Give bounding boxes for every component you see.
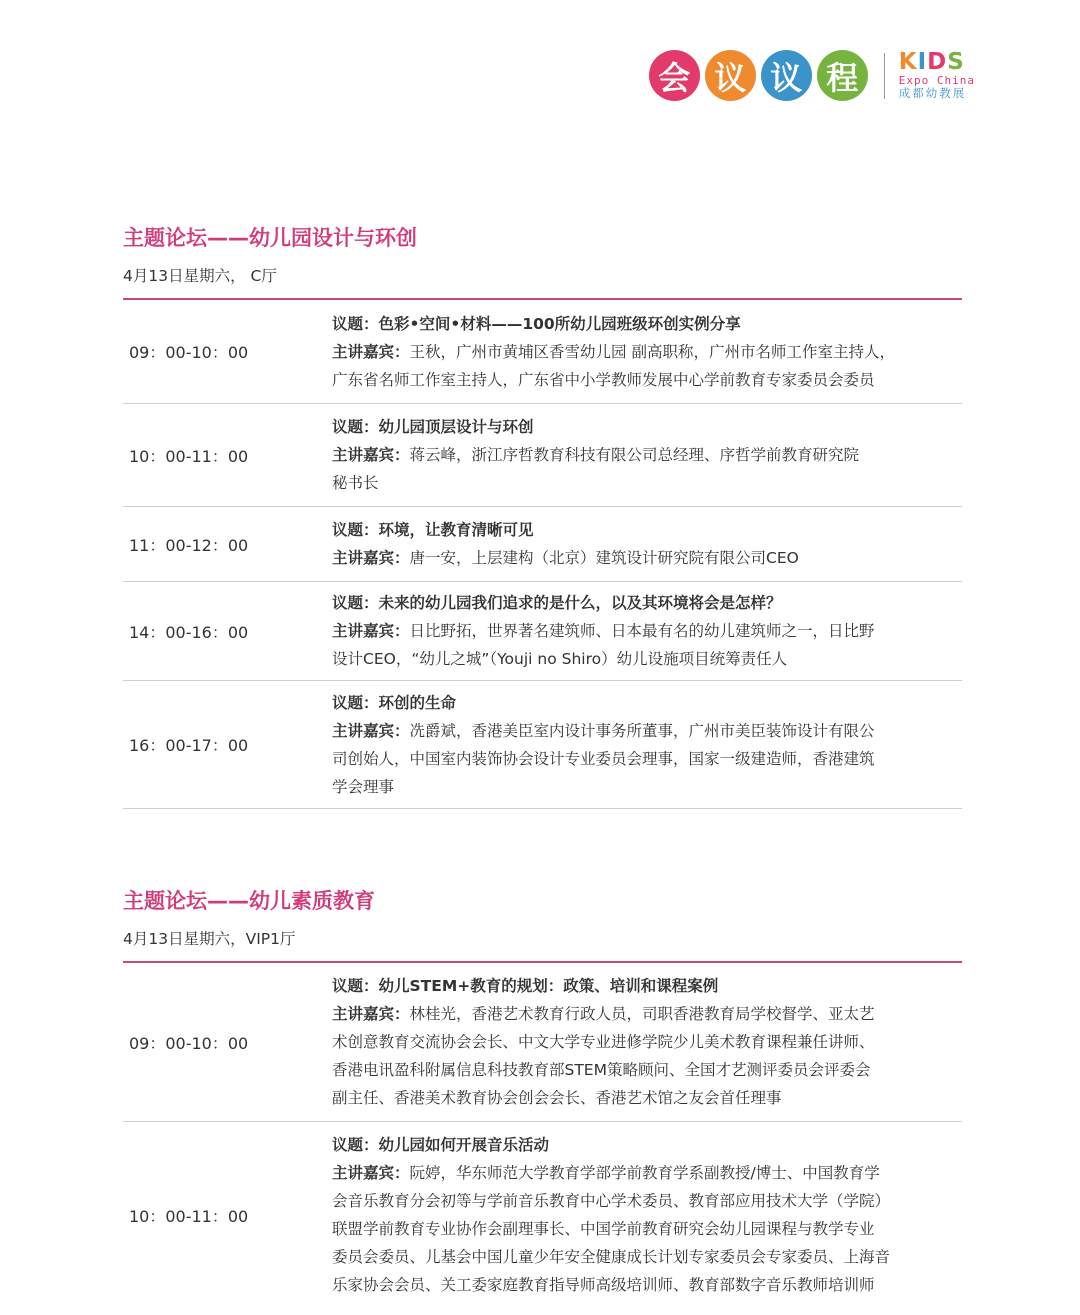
- section-date-venue: 4月13日星期六， C厅: [123, 267, 277, 285]
- agenda-circle-hui: 会: [649, 50, 700, 101]
- session-content: [332, 1131, 962, 1299]
- session-time: 11：00-12：00: [129, 535, 249, 555]
- logo-kids-wordmark: KIDS: [898, 49, 965, 76]
- agenda-title-circles: [649, 50, 868, 101]
- agenda-row: [123, 300, 962, 404]
- session-topic: 议题：幼儿园顶层设计与环创: [332, 418, 534, 436]
- logo-expo-text: Expo China: [898, 74, 975, 88]
- session-speaker: 主讲嘉宾：蒋云峰，浙江序哲教育科技有限公司总经理、序哲学前教育研究院 秘书长: [332, 446, 860, 492]
- session-content: [332, 589, 962, 673]
- session-topic: 议题：色彩•空间•材料——100所幼儿园班级环创实例分享: [332, 314, 741, 333]
- session-time: 09：00-10：00: [129, 343, 249, 362]
- session-topic: 议题：环创的生命: [332, 693, 457, 712]
- forum-section-design: [123, 225, 962, 809]
- agenda-row: [123, 404, 962, 507]
- forum-section-quality-education: [123, 888, 962, 1308]
- session-content: [332, 689, 962, 801]
- session-time: 09：00-10：00: [129, 1033, 249, 1053]
- session-speaker: 主讲嘉宾：日比野拓，世界著名建筑师、日本最有名的幼儿建筑师之一，日比野 设计CEO，“幼儿之城”（Youji no Shiro）幼儿设施项目统筹责任人: [332, 622, 875, 668]
- agenda-circle-yi-2: 议: [761, 50, 812, 101]
- session-topic: 议题：幼儿STEM+教育的规划：政策、培训和课程案例: [332, 977, 719, 995]
- session-content: [332, 413, 962, 497]
- session-speaker: 主讲嘉宾：唐一安，上层建构（北京）建筑设计研究院有限公司CEO: [332, 549, 799, 567]
- session-time: 16：00-17：00: [129, 736, 249, 755]
- agenda-row: [123, 963, 962, 1122]
- session-time: 10：00-11：00: [129, 1206, 249, 1226]
- agenda-circle-cheng: 程: [817, 50, 868, 101]
- section-title: 主题论坛——幼儿素质教育: [123, 889, 375, 913]
- agenda-row: [123, 507, 962, 582]
- session-topic: 议题：未来的幼儿园我们追求的是什么，以及其环境将会是怎样？: [332, 594, 782, 612]
- session-topic: 议题：幼儿园如何开展音乐活动: [332, 1136, 550, 1154]
- session-time: 10：00-11：00: [129, 446, 249, 466]
- session-topic: 议题：环境，让教育清晰可见: [332, 521, 534, 539]
- kids-expo-logo: [899, 51, 975, 100]
- session-time: 14：00-16：00: [129, 622, 249, 642]
- agenda-circle-yi: 议: [705, 50, 756, 101]
- agenda-row: [123, 582, 962, 681]
- session-speaker: 主讲嘉宾：林桂光，香港艺术教育行政人员，司职香港教育局学校督学、亚太艺 术创意教育交流协会会长、中文大学专业进修学院少儿美术教育课程兼任讲师、 香港电讯盈科附属信息科技教育部STEM策略顾问、全国才艺测评委员会评委会 副主任、香港美术教育协会创会会长、香港艺术馆之友会首任理事: [332, 1005, 875, 1107]
- session-speaker: 主讲嘉宾：王秋，广州市黄埔区香雪幼儿园 副高职称，广州市名师工作室主持人， 广东省名师工作室主持人，广东省中小学教师发展中心学前教育专家委员会委员: [332, 342, 895, 389]
- section-date-venue: 4月13日星期六，VIP1厅: [123, 930, 296, 948]
- agenda-row: [123, 1122, 962, 1308]
- agenda-row: [123, 681, 962, 809]
- agenda-header: [649, 50, 975, 101]
- session-speaker: 主讲嘉宾：阮婷，华东师范大学教育学部学前教育学系副教授/博士、中国教育学 会音乐教育分会初等与学前音乐教育中心学术委员、教育部应用技术大学（学院） 联盟学前教育专业协作会副理事长、中国学前教育研究会幼儿园课程与教学专业 委员会委员、儿基会中国儿童少年安全健康成长计划专家委员会专家委员、上海音 乐家协会会员、关工委家庭教育指导师高级培训师、教育部数字音乐教师培训师: [332, 1164, 891, 1294]
- session-speaker: 主讲嘉宾：冼爵斌，香港美臣室内设计事务所董事，广州市美臣装饰设计有限公 司创始人，中国室内装饰协会设计专业委员会理事，国家一级建造师，香港建筑 学会理事: [332, 721, 875, 796]
- logo-chinese-text: 成都幼教展: [898, 86, 967, 101]
- session-content: [332, 516, 962, 572]
- session-content: [332, 972, 962, 1112]
- section-title: 主题论坛——幼儿园设计与环创: [123, 226, 417, 250]
- session-content: [332, 310, 962, 394]
- logo-divider: [884, 53, 885, 99]
